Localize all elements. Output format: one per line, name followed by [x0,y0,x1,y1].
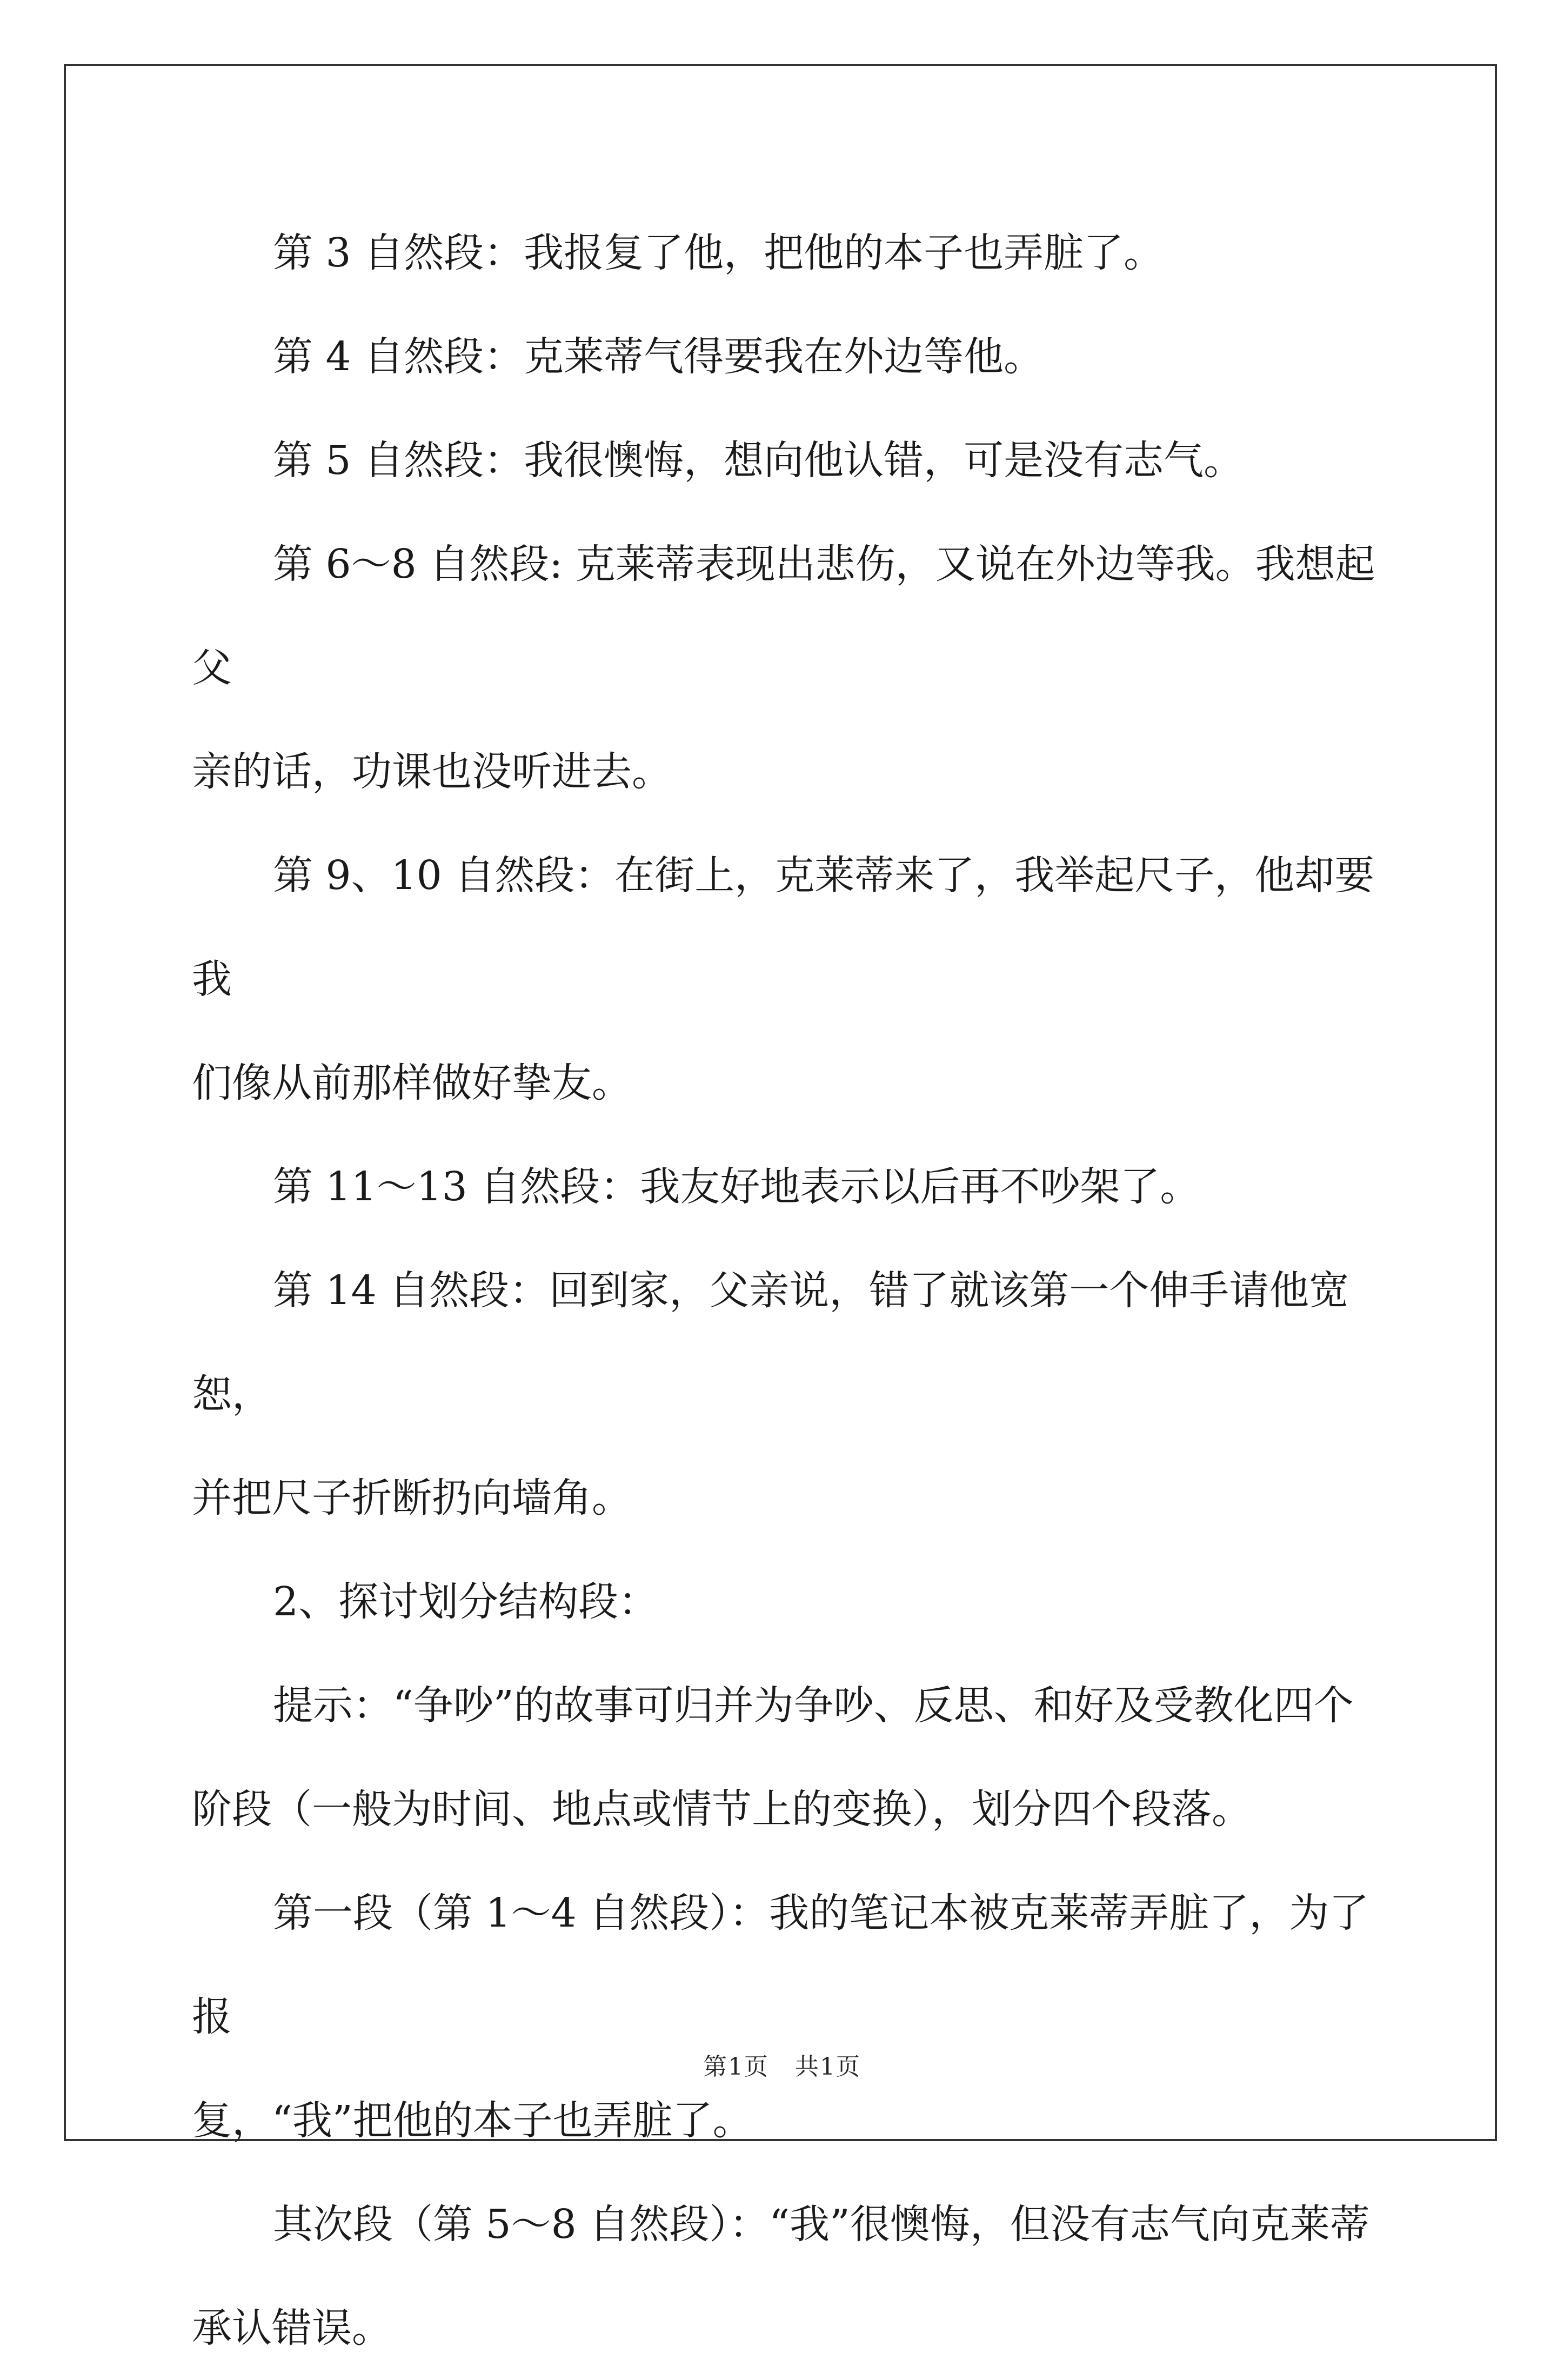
text-line: 第 14 自然段：回到家，父亲说，错了就该第一个伸手请他宽恕， [192,1267,1349,1418]
text-line: 第 6～8 自然段: 克莱蒂表现出悲伤，又说在外边等我。我想起父 [192,541,1375,691]
text-line: 2、探讨划分结构段： [273,1579,659,1625]
paragraph [192,1135,1402,1239]
text-line: 第一段（第 1～4 自然段）：我的笔记本被克莱蒂弄脏了，为了报 [192,1890,1369,2040]
page-number: 第1页 [703,2053,770,2081]
paragraph [192,2172,1402,2380]
text-line: 阶段（一般为时间、地点或情节上的变换），划分四个段落。 [192,1786,1252,1833]
paragraph [192,824,1402,1135]
text-line: 亲的话，功课也没听进去。 [192,748,672,795]
text-line: 复，“我”把他的本子也弄脏了。 [192,2097,753,2144]
text-line: 第 11～13 自然段：我友好地表示以后再不吵架了。 [273,1164,1200,1210]
paragraph [192,1654,1402,1861]
text-line: 承认错误。 [192,2305,392,2351]
page-total: 共1页 [794,2053,861,2081]
paragraph [192,1861,1402,2172]
paragraph [192,1239,1402,1550]
paragraph [192,512,1402,824]
text-line: 第 4 自然段：克莱蒂气得要我在外边等他。 [273,333,1044,380]
section-heading [192,1550,1402,1654]
paragraph [192,305,1402,409]
text-line: 提示：“争吵”的故事可归并为争吵、反思、和好及受教化四个 [273,1682,1354,1729]
page-footer [0,2047,1564,2082]
text-line: 第 9、10 自然段：在街上，克莱蒂来了，我举起尺子，他却要我 [192,852,1375,1002]
text-line: 第 5 自然段：我很懊悔，想向他认错，可是没有志气。 [273,437,1244,484]
text-line: 第 3 自然段：我报复了他，把他的本子也弄脏了。 [273,230,1164,276]
paragraph [192,409,1402,512]
text-line: 并把尺子折断扔向墙角。 [192,1475,632,1521]
text-line: 其次段（第 5～8 自然段）：“我”很懊悔，但没有志气向克莱蒂 [273,2201,1370,2248]
paragraph [192,201,1402,305]
text-line: 们像从前那样做好挚友。 [192,1060,632,1106]
